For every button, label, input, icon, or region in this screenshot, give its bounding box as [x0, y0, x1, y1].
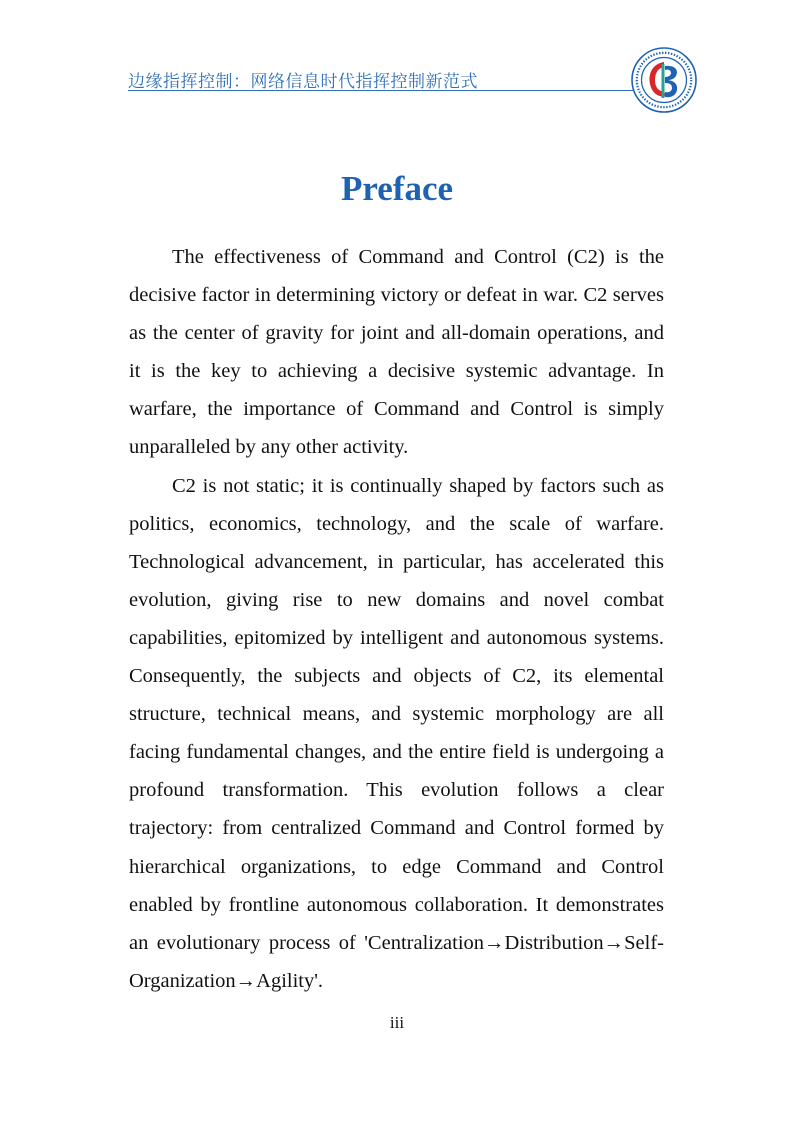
- page-number: iii: [389, 1013, 405, 1032]
- header-title: 边缘指挥控制：网络信息时代指挥控制新范式: [128, 72, 478, 92]
- header-rule: [128, 90, 633, 91]
- paragraph-1: The effectiveness of Command and Control (C2) is the decisive factor in determining victory or defeat in war. C2 serves as the center of gravity for joint and all-domain operations, and it is the key to achieving a decisive systemic advantage. In warfare, the importance of Command and Control is simply unparalleled by any other activity.: [129, 246, 664, 459]
- preface-body: [129, 238, 664, 1000]
- society-emblem-icon: [630, 46, 698, 114]
- paragraph-2: C2 is not static; it is continually shaped by factors such as politics, economics, technology, and the scale of warfare. Technological advancement, in particular, has accelerated this evolution, giving rise to new domains and novel combat capabilities, epitomized by intelligent and autonomous systems. Consequently, the subjects and objects of C2, its elemental structure, technical means, and systemic morphology are all facing fundamental changes, and the entire field is undergoing a profound transformation. This evolution follows a clear trajectory: from centralized Command and Control formed by hierarchical organizations, to edge Command and Control enabled by frontline autonomous collaboration. It demonstrates an evolutionary process of 'Centralization→Distribution→Self-Organization→Agility'.: [129, 474, 664, 992]
- running-header: [128, 46, 698, 108]
- page-title: Preface: [340, 169, 454, 208]
